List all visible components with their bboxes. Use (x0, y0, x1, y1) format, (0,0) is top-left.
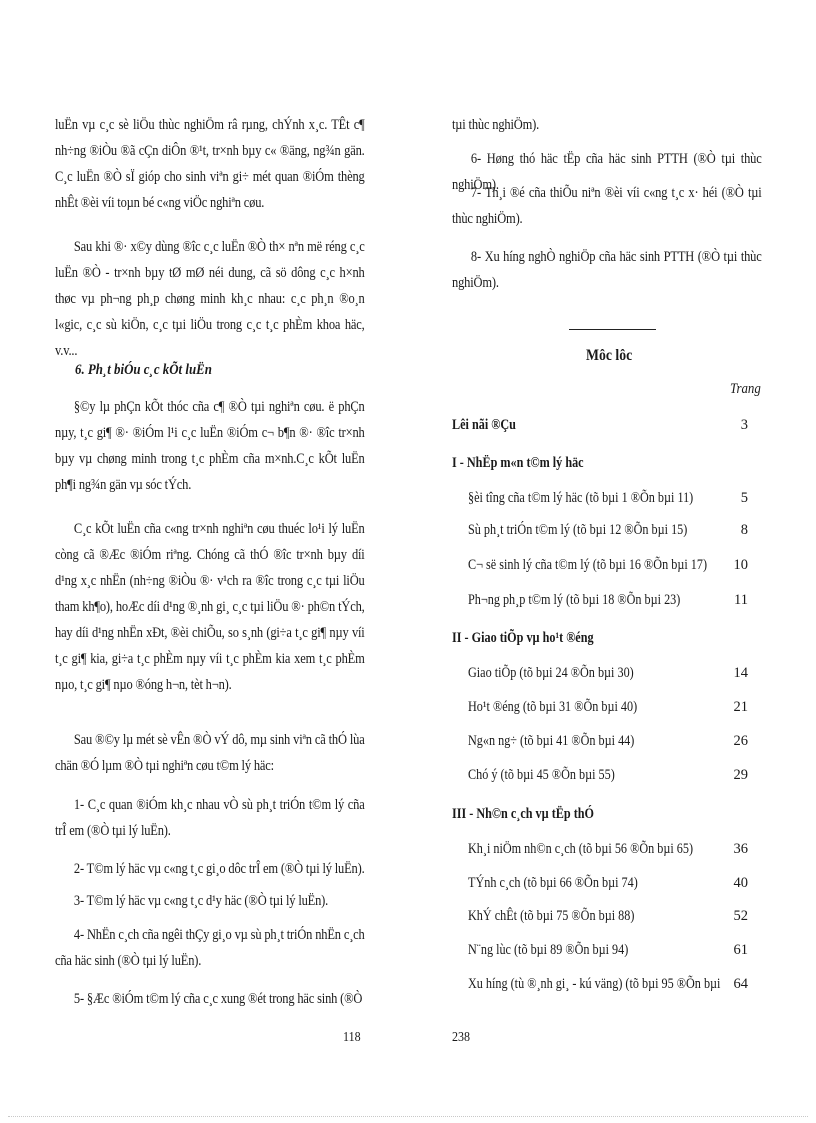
toc-row-label: KhÝ chÊt (tõ bµi 75 ®Õn bµi 88) (468, 908, 635, 924)
toc-row-page: 5 (740, 490, 748, 506)
section-heading: 6. Ph¸t biÓu c¸c kÕt luËn (75, 362, 212, 378)
toc-row-page: 21 (733, 699, 748, 715)
toc-row (452, 592, 762, 616)
toc-section-heading (452, 806, 762, 830)
toc-row-label: I - NhËp m«n t©m lý häc (452, 455, 584, 471)
toc-row-page: 29 (733, 767, 748, 783)
toc-row-page: 10 (733, 557, 748, 573)
toc-section-heading (452, 630, 762, 654)
toc-row-label: III - Nh©n c¸ch vµ tËp thÓ (452, 806, 594, 822)
toc-row-label: Ng«n ng÷ (tõ bµi 41 ®Õn bµi 44) (468, 733, 635, 749)
toc-row-page: 11 (734, 592, 748, 608)
toc-row (452, 699, 762, 723)
list-item: 2- T©m lý häc vµ c«ng t¸c gi¸o dôc trÎ em (®Ò tµi lý luËn). (73, 861, 365, 877)
toc-row (452, 908, 762, 932)
list-item: 6- Høng thó häc tËp cña häc sinh PTTH (®Ò tµi thùc nghiÖm). (452, 151, 762, 193)
toc-row (452, 841, 762, 865)
toc-row-label: Ph¬ng ph¸p t©m lý (tõ bµi 18 ®Õn bµi 23) (468, 592, 681, 608)
toc-row-label: Kh¸i niÖm nh©n c¸ch (tõ bµi 56 ®Õn bµi 65) (468, 841, 694, 857)
list-item: 7- Th¸i ®é cña thiÕu niªn ®èi víi c«ng t¸c x· héi (®Ò tµi thùc nghiÖm). (452, 185, 762, 227)
toc-row-label: II - Giao tiÕp vµ ho¹t ®éng (452, 630, 594, 646)
page-number: 118 (343, 1030, 361, 1045)
toc-row-label: §èi tîng cña t©m lý häc (tõ bµi 1 ®Õn bµi 11) (468, 490, 694, 506)
body-paragraph: luËn vµ c¸c sè liÖu thùc nghiÖm râ rµng, chÝnh x¸c. TÊt c¶ nh÷ng ®iÒu ®ã cÇn diÔn ®¹t, tr×nh bµy c« ®äng, ng¾n gän. C¸c luËn ®Ò sÏ gióp cho sinh viªn gi÷ mét quan ®iÓm thèng nhÊt ®èi víi toµn bé c«ng viÖc nghiªn cøu. (55, 117, 365, 211)
toc-row-page: 36 (733, 841, 748, 857)
page-number: 238 (452, 1030, 471, 1045)
toc-row-page: 3 (740, 417, 748, 433)
toc-row-page: 52 (733, 908, 748, 924)
toc-row (452, 976, 762, 1000)
toc-section-heading (452, 455, 762, 479)
toc-row-page: 40 (733, 875, 748, 891)
toc-row-page: 14 (733, 665, 748, 681)
page-bottom-border (8, 1116, 808, 1117)
toc-row (452, 875, 762, 899)
body-paragraph: Sau ®©y lµ mét sè vÊn ®Ò vÝ dô, mµ sinh viªn cã thÓ lùa chän ®Ó lµm ®Ò tµi nghiªn cøu t©m lý häc: (55, 732, 365, 774)
toc-row-page: 61 (733, 942, 748, 958)
list-item: 1- C¸c quan ®iÓm kh¸c nhau vÒ sù ph¸t triÓn t©m lý cña trÎ em (®Ò tµi lý luËn). (55, 797, 365, 839)
list-item: 5- §Æc ®iÓm t©m lý cña c¸c xung ®ét trong häc sinh (®Ò (73, 991, 363, 1007)
toc-page-column-label: Trang (730, 381, 761, 397)
list-item: tµi thùc nghiÖm). (452, 117, 540, 133)
body-paragraph: Sau khi ®· x©y dùng ®îc c¸c luËn ®Ò th× nªn më réng c¸c luËn ®Ò - tr×nh bµy tØ mØ néi dung, cã sö dông c¸c h×nh thøc vµ ph¬ng ph¸p chøng minh kh¸c nhau: c¸c ph¸n ®o¸n l«gic, c¸c sù kiÖn, c¸c tµi liÖu trong c¸c t¸c phÈm khoa häc, v.v... (55, 239, 365, 359)
toc-row-label: Lêi nãi ®Çu (452, 417, 516, 433)
toc-row-page: 64 (733, 976, 748, 992)
toc-row-label: Sù ph¸t triÓn t©m lý (tõ bµi 12 ®Õn bµi 15) (468, 522, 688, 538)
list-item: 3- T©m lý häc vµ c«ng t¸c d¹y häc (®Ò tµi lý luËn). (73, 893, 329, 909)
toc-row-label: N¨ng lùc (tõ bµi 89 ®Õn bµi 94) (468, 942, 629, 958)
toc-row (452, 490, 762, 514)
body-paragraph: C¸c kÕt luËn cña c«ng tr×nh nghiªn cøu thuéc lo¹i lý luËn còng cã ®Æc ®iÓm riªng. Chóng cã thÓ ®îc tr×nh bµy díi d¹ng x¸c nhËn (nh÷ng ®iÒu ®· v¹ch ra ®îc trong c¸c tµi liÖu tham kh¶o), hoÆc díi d¹ng ®¸nh gi¸ c¸c tµi liÖu ®· ph©n tÝch, hay díi d¹ng nhËn xÐt, ®èi chiÕu, so s¸nh (gi÷a t¸c gi¶ nµy víi t¸c gi¶ kia, gi÷a t¸c phÈm nµy víi t¸c phÈm kia xem t¸c phÈm nµo, t¸c gi¶ nµo ®óng h¬n, tèt h¬n). (55, 521, 365, 693)
body-paragraph: §©y lµ phÇn kÕt thóc cña c¶ ®Ò tµi nghiªn cøu. ë phÇn nµy, t¸c gi¶ ®· ®iÓm l¹i c¸c luËn ®iÓm c¬ b¶n ®· ®îc tr×nh bµy vµ chøng minh trong t¸c phÈm cña m×nh.C¸c kÕt luËn ph¶i ng¾n gän vµ sóc tÝch. (55, 399, 365, 493)
list-item: 4- NhËn c¸ch cña ngêi thÇy gi¸o vµ sù ph¸t triÓn nhËn c¸ch cña häc sinh (®Ò tµi lý luËn). (55, 927, 365, 969)
list-item: 8- Xu híng nghÒ nghiÖp cña häc sinh PTTH (®Ò tµi thùc nghiÖm). (452, 249, 762, 291)
toc-title: Môc lôc (586, 347, 633, 364)
toc-row (452, 557, 762, 581)
toc-row-label: C¬ së sinh lý cña t©m lý (tõ bµi 16 ®Õn bµi 17) (468, 557, 708, 573)
toc-row-label: Ho¹t ®éng (tõ bµi 31 ®Õn bµi 40) (468, 699, 638, 715)
toc-row-label: TÝnh c¸ch (tõ bµi 66 ®Õn bµi 74) (468, 875, 638, 891)
toc-row (452, 767, 762, 791)
toc-row-page: 26 (733, 733, 748, 749)
toc-row-label: Xu híng (tù ®¸nh gi¸ - kú väng) (tõ bµi 95 ®Õn bµi (468, 976, 721, 992)
separator-rule (569, 329, 656, 330)
toc-row-page: 8 (740, 522, 748, 538)
toc-row (452, 522, 762, 546)
toc-row (452, 942, 762, 966)
toc-row-label: Chó ý (tõ bµi 45 ®Õn bµi 55) (468, 767, 615, 783)
toc-row (452, 733, 762, 757)
toc-row (452, 417, 762, 441)
toc-row (452, 665, 762, 689)
toc-row-label: Giao tiÕp (tõ bµi 24 ®Õn bµi 30) (468, 665, 634, 681)
